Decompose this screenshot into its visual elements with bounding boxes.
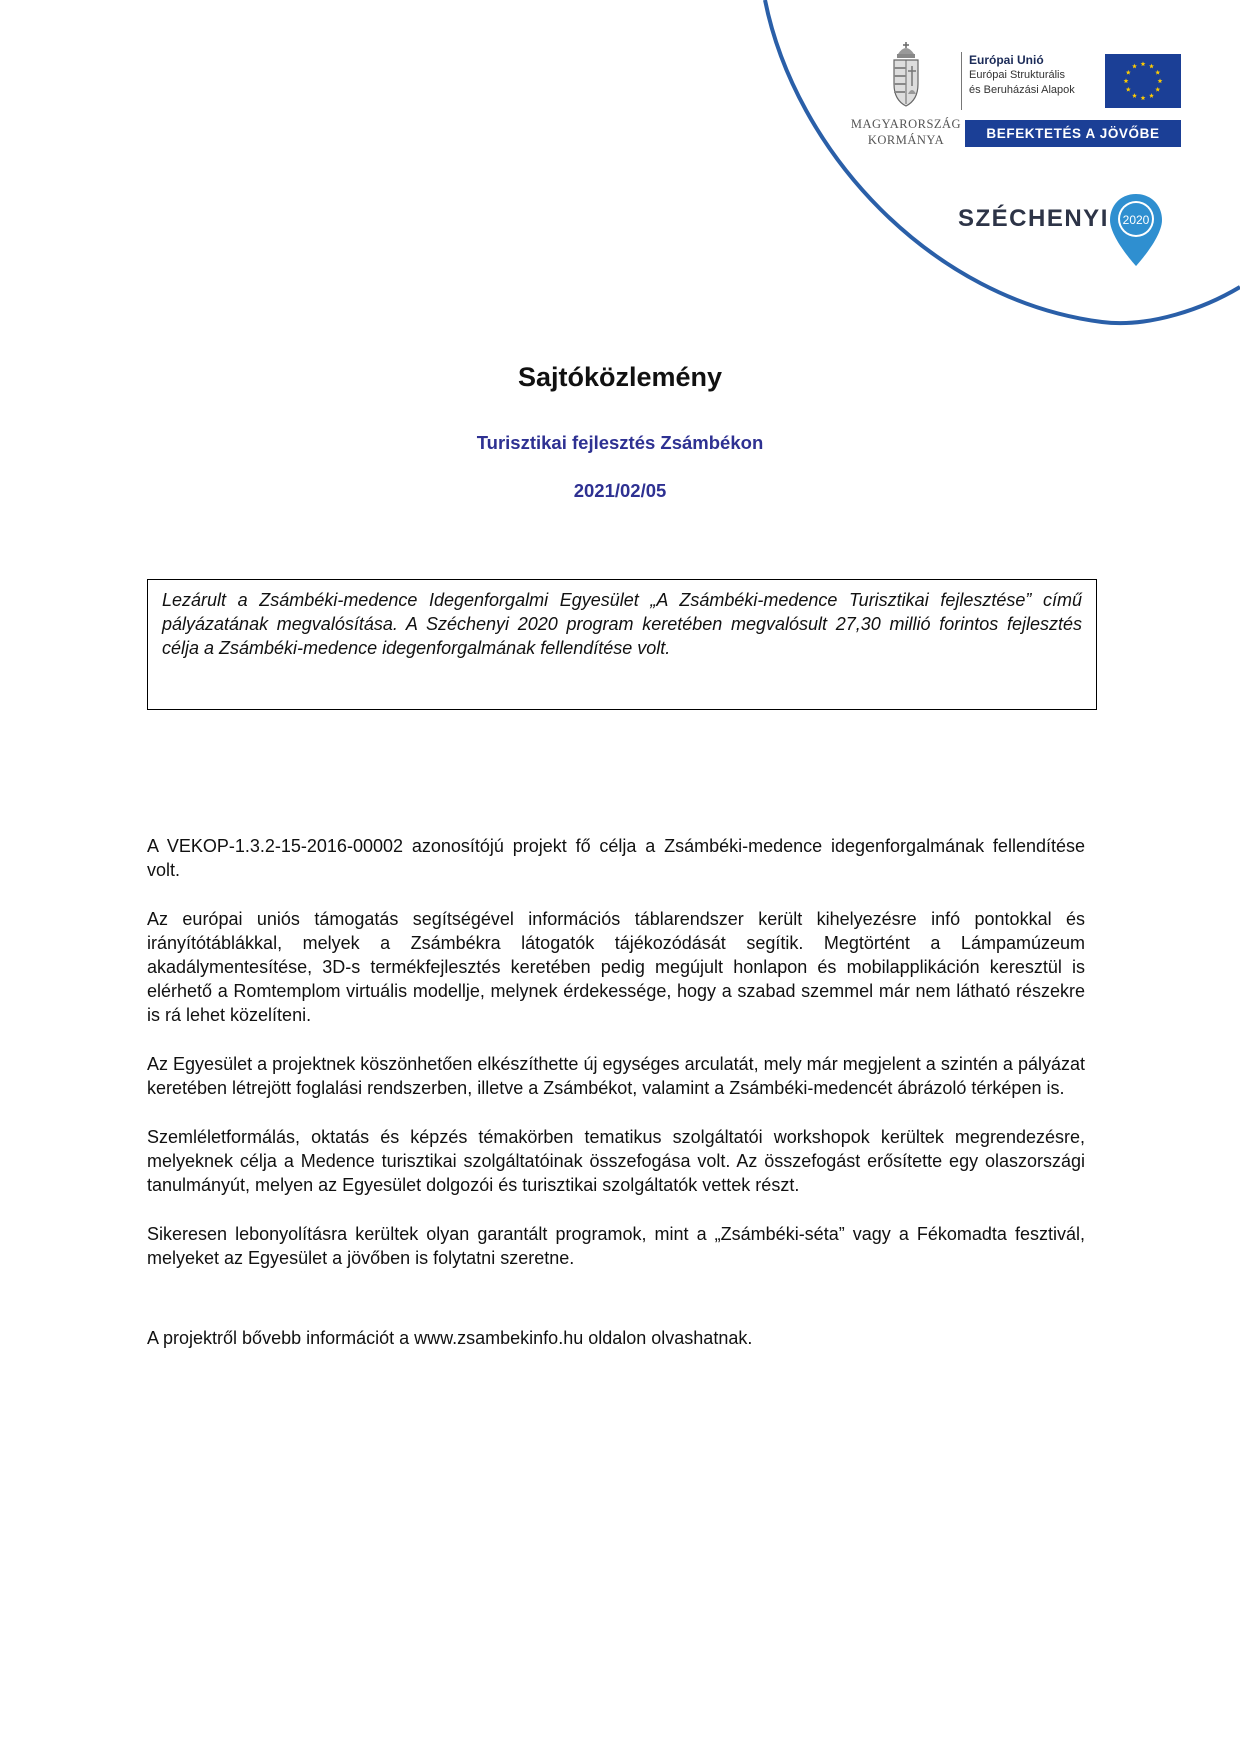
location-pin-icon xyxy=(1106,192,1166,268)
article-body xyxy=(147,834,1085,1375)
eu-subtitle-line2: és Beruházási Alapok xyxy=(969,84,1075,96)
body-paragraph: Az európai uniós támogatás segítségével információs táblarendszer került kihelyezésre infó pontokkal és irányítótáblákkal, melyek a Zsámbékra látogatók tájékozódását segítik. Megtörtént a Lámpamúzeum akadálymentesítése, 3D-s termékfejlesztés keretében pedig megújult honlapon és mobilapplikáción keresztül is elérhető a Romtemplom virtuális modellje, melynek érdekessége, hogy a szabad szemmel már nem látható részekre is rá lehet közelíteni. xyxy=(147,909,1085,1025)
hungary-name-line1: MAGYARORSZÁG xyxy=(850,117,962,131)
body-paragraph: Szemléletformálás, oktatás és képzés témakörben tematikus szolgáltatói workshopok kerültek megrendezésre, melyeknek célja a Medence turisztikai szolgáltatóinak összefogása volt. Az összefogást erősítette egy olaszországi tanulmányút, melyen az Egyesület dolgozói és turisztikai szolgáltatók vettek részt. xyxy=(147,1127,1085,1195)
eu-flag-icon xyxy=(1105,54,1181,108)
hungarian-coat-of-arms-icon xyxy=(886,40,926,110)
eu-text xyxy=(969,52,1099,98)
lead-summary-box xyxy=(147,579,1097,710)
header-arc xyxy=(0,0,1240,340)
page-subtitle: Turisztikai fejlesztés Zsámbékon xyxy=(476,432,764,453)
szechenyi-year: 2020 xyxy=(1122,213,1150,227)
hungary-government-logo xyxy=(846,40,966,147)
body-paragraph: A VEKOP-1.3.2-15-2016-00002 azonosítójú projekt fő célja a Zsámbéki-medence idegenforgalmának fellendítése volt. xyxy=(147,836,1085,880)
footer-note: A projektről bővebb információt a www.zsambekinfo.hu oldalon olvashatnak. xyxy=(147,1328,753,1348)
page-title: Sajtóközlemény xyxy=(517,362,723,392)
body-paragraph: Sikeresen lebonyolításra kerültek olyan garantált programok, mint a „Zsámbéki-séta” vagy a Fékomadta fesztivál, melyeket az Egyesület a jövőben is folytatni szeretne. xyxy=(147,1224,1085,1268)
eu-divider xyxy=(961,52,962,110)
lead-summary-text: Lezárult a Zsámbéki-medence Idegenforgalmi Egyesület „A Zsámbéki-medence Turisztikai fejlesztése” című pályázatának megvalósítása. A Széchenyi 2020 program keretében megvalósult 27,30 millió forintos fejlesztés célja a Zsámbéki-medence idegenforgalmának fellendítése volt. xyxy=(162,590,1082,658)
body-paragraph: Az Egyesület a projektnek köszönhetően elkészíthette új egységes arculatát, mely már megjelent a szintén a pályázat keretében létrejött foglalási rendszerben, illetve a Zsámbékot, valamint a Zsámbéki-medencét ábrázoló térképen is. xyxy=(147,1054,1085,1098)
hungary-name-line2: KORMÁNYA xyxy=(867,133,945,147)
eu-subtitle-line1: Európai Strukturális xyxy=(969,69,1065,81)
eu-title: Európai Unió xyxy=(969,53,1044,67)
publication-date: 2021/02/05 xyxy=(573,480,667,501)
invest-banner: BEFEKTETÉS A JÖVŐBE xyxy=(965,120,1181,147)
szechenyi-word: SZÉCHENYI xyxy=(958,205,1109,232)
